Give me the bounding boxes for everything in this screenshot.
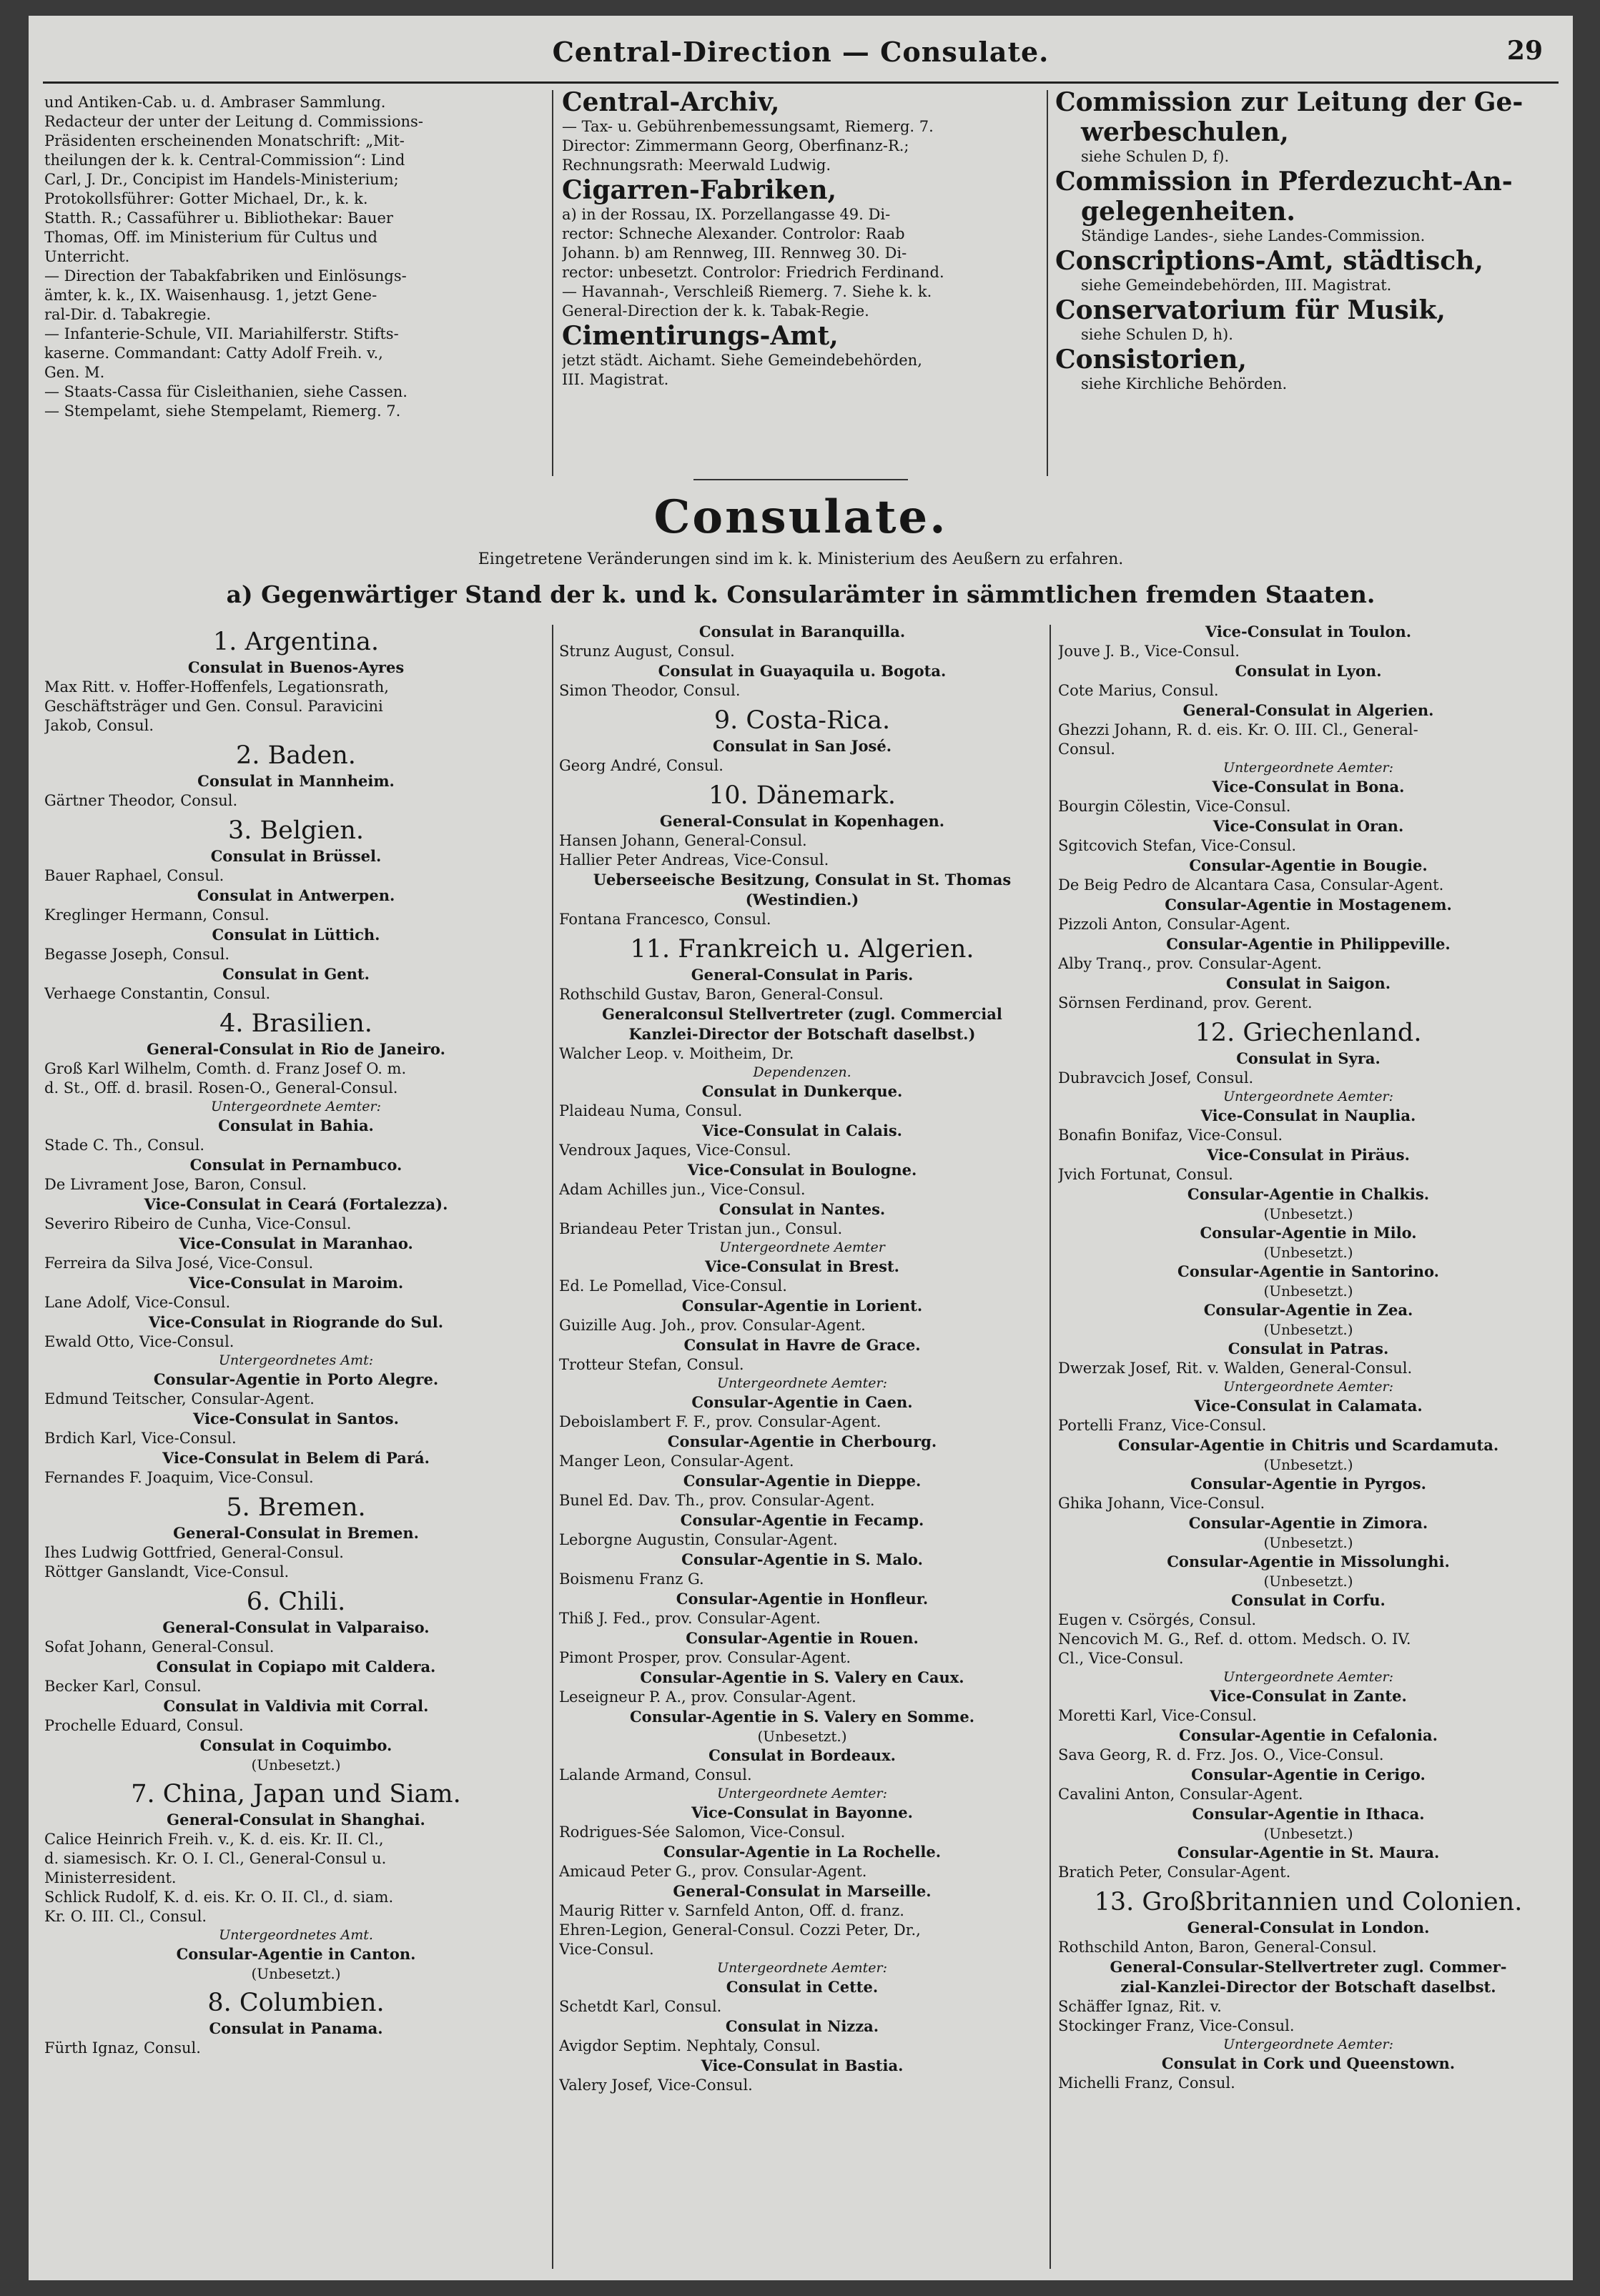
text-line: — Infanterie-Schule, VII. Mariahilferstr. Stifts- <box>44 325 399 342</box>
consulate-heading: Consulat in Antwerpen. <box>197 886 395 904</box>
vacancy-note: (Unbesetzt.) <box>1263 1825 1353 1842</box>
consulate-heading: Consulat in Gent. <box>222 965 370 983</box>
officer-entry: Deboislambert F. F., prov. Consular-Agent. <box>559 1413 882 1430</box>
consulate-heading: Vice-Consulat in Calamata. <box>1194 1397 1423 1415</box>
column-divider <box>552 90 553 476</box>
consulate-heading: Consulat in Cette. <box>726 1978 879 1996</box>
consulate-heading: Consular-Agentie in Dieppe. <box>683 1472 922 1490</box>
consulate-heading: Vice-Consulat in Maroim. <box>188 1274 404 1292</box>
officer-entry: Kr. O. III. Cl., Consul. <box>44 1908 207 1925</box>
officer-entry: Boismenu Franz G. <box>559 1570 704 1588</box>
officer-entry: Bonafin Bonifaz, Vice-Consul. <box>1058 1127 1283 1144</box>
consulate-heading: General-Consulat in Valparaiso. <box>162 1618 430 1636</box>
text-line: — Staats-Cassa für Cisleithanien, siehe Cassen. <box>44 383 408 400</box>
subordinate-offices-label: Dependenzen. <box>753 1064 851 1080</box>
conscriptions-text: siehe Gemeindebehörden, III. Magistrat. <box>1081 277 1392 294</box>
officer-entry: Ferreira da Silva José, Vice-Consul. <box>44 1255 314 1272</box>
officer-entry: Trotteur Stefan, Consul. <box>559 1356 744 1373</box>
consulate-heading: Consular-Agentie in Honfleur. <box>676 1590 929 1608</box>
officer-entry: Rothschild Gustav, Baron, General-Consul. <box>559 986 884 1003</box>
consulate-heading: Consular-Agentie in S. Valery en Caux. <box>640 1668 964 1686</box>
officer-entry: Fontana Francesco, Consul. <box>559 911 771 928</box>
officer-entry: Vice-Consul. <box>559 1941 654 1958</box>
officer-entry: Cl., Vice-Consul. <box>1058 1650 1184 1667</box>
consulate-heading: Consulat in Copiapo mit Caldera. <box>156 1658 436 1676</box>
consulate-heading: Vice-Consulat in Bayonne. <box>691 1803 913 1821</box>
officer-entry: Ghika Johann, Vice-Consul. <box>1058 1495 1265 1512</box>
consulate-heading: Vice-Consulat in Oran. <box>1213 817 1404 835</box>
consulate-heading: Consular-Agentie in Cherbourg. <box>667 1432 937 1450</box>
officer-entry: Ministerresident. <box>44 1869 177 1886</box>
officer-entry: Alby Tranq., prov. Consular-Agent. <box>1058 955 1322 972</box>
officer-entry: Verhaege Constantin, Consul. <box>44 985 271 1002</box>
vacancy-note: (Unbesetzt.) <box>1263 1573 1353 1590</box>
text-line: — Stempelamt, siehe Stempelamt, Riemerg. 7. <box>44 402 401 420</box>
consulate-heading: Consular-Agentie in Lorient. <box>681 1297 923 1315</box>
officer-entry: Briandeau Peter Tristan jun., Consul. <box>559 1220 843 1237</box>
consulate-subtitle: a) Gegenwärtiger Stand der k. und k. Consularämter in sämmtlichen fremden Staaten. <box>226 580 1376 608</box>
text-line: General-Direction der k. k. Tabak-Regie. <box>562 302 869 320</box>
country-heading: 2. Baden. <box>236 741 356 770</box>
consulate-heading: Consular-Agentie in Porto Alegre. <box>153 1370 439 1388</box>
consulate-heading: Consular-Agentie in Missolunghi. <box>1167 1553 1450 1570</box>
top-left-column <box>44 93 545 479</box>
consulate-heading: Consular-Agentie in Philippeville. <box>1166 935 1451 953</box>
header-rule <box>43 81 1559 84</box>
vacancy-note: (Unbesetzt.) <box>757 1728 847 1745</box>
consulates-column-3 <box>1058 622 1559 2273</box>
consulate-heading: Consulat in Nantes. <box>718 1200 886 1218</box>
consulate-heading: Vice-Consulat in Nauplia. <box>1200 1107 1416 1124</box>
text-line: Gen. M. <box>44 364 105 381</box>
cigarren-heading: Cigarren-Fabriken, <box>562 175 837 205</box>
officer-entry: Dwerzak Josef, Rit. v. Walden, General-Consul. <box>1058 1360 1413 1377</box>
cigarren-text <box>562 205 1042 321</box>
consulate-heading: Consular-Agentie in Pyrgos. <box>1190 1475 1426 1493</box>
consulate-heading: Consulat in Coquimbo. <box>199 1736 392 1754</box>
text-line: ämter, k. k., IX. Waisenhausg. 1, jetzt Gene- <box>44 287 377 304</box>
consulate-heading: Consulat in Valdivia mit Corral. <box>163 1697 429 1715</box>
country-heading: 7. China, Japan und Siam. <box>131 1780 461 1808</box>
country-heading: 10. Dänemark. <box>708 781 897 810</box>
officer-entry: Hansen Johann, General-Consul. <box>559 832 807 849</box>
country-heading: 3. Belgien. <box>227 816 365 845</box>
text-line: rector: Schneche Alexander. Controlor: Raab <box>562 225 905 242</box>
consulate-heading: Consular-Agentie in Cefalonia. <box>1179 1726 1438 1744</box>
consulate-heading: Consular-Agentie in Ithaca. <box>1192 1805 1425 1823</box>
consulates-column-1 <box>44 622 548 2273</box>
consulate-intro: Eingetretene Veränderungen sind im k. k. Ministerium des Aeußern zu erfahren. <box>478 550 1124 568</box>
officer-entry: Schetdt Karl, Consul. <box>559 1998 722 2015</box>
central-archiv-text <box>562 117 1042 175</box>
cimentirung-heading: Cimentirungs-Amt, <box>562 321 839 351</box>
officer-entry: Ehren-Legion, General-Consul. Cozzi Peter, Dr., <box>559 1921 921 1939</box>
consulate-heading: General-Consulat in Marseille. <box>673 1882 932 1900</box>
consulate-heading: Ueberseeische Besitzung, Consulat in St. Thomas <box>593 871 1012 889</box>
officer-entry: Sava Georg, R. d. Frz. Jos. O., Vice-Consul. <box>1058 1746 1384 1763</box>
consulate-heading: Vice-Consulat in Bastia. <box>701 2057 904 2074</box>
officer-entry: Becker Karl, Consul. <box>44 1678 202 1695</box>
subordinate-offices-label: Untergeordnete Aemter: <box>1223 1669 1394 1685</box>
officer-entry: Pimont Prosper, prov. Consular-Agent. <box>559 1649 851 1666</box>
vacancy-note: (Unbesetzt.) <box>1263 1321 1353 1338</box>
officer-entry: Jakob, Consul. <box>44 717 154 734</box>
officer-entry: Ed. Le Pomellad, Vice-Consul. <box>559 1277 787 1295</box>
text-line: Director: Zimmermann Georg, Oberfinanz-R.; <box>562 137 909 154</box>
consulate-heading: Consulat in Pernambuco. <box>189 1156 403 1174</box>
consulate-heading: General-Consular-Stellvertreter zugl. Commer- <box>1110 1958 1507 1976</box>
consulate-heading: Vice-Consulat in Calais. <box>701 1122 902 1139</box>
officer-entry: Strunz August, Consul. <box>559 643 735 660</box>
consulate-heading: Consulat in Cork und Queenstown. <box>1161 2054 1456 2072</box>
subordinate-offices-label: Untergeordnete Aemter: <box>210 1099 382 1114</box>
consulate-heading: General-Consulat in Algerien. <box>1182 701 1434 719</box>
consulate-heading: Vice-Consulat in Maranhao. <box>179 1234 413 1252</box>
consulate-heading: Consular-Agentie in S. Malo. <box>681 1550 923 1568</box>
subordinate-offices-label: Untergeordnete Aemter: <box>716 1960 888 1976</box>
consulate-heading: Consulat in Patras. <box>1228 1340 1389 1357</box>
officer-entry: Portelli Franz, Vice-Consul. <box>1058 1417 1267 1434</box>
officer-entry: De Livrament Jose, Baron, Consul. <box>44 1176 307 1193</box>
officer-entry: Kreglinger Hermann, Consul. <box>44 906 270 924</box>
officer-entry: Cote Marius, Consul. <box>1058 682 1219 699</box>
officer-entry: Schlick Rudolf, K. d. eis. Kr. O. II. Cl., d. siam. <box>44 1889 394 1906</box>
consulate-heading: General-Consulat in Shanghai. <box>167 1811 425 1829</box>
officer-entry: Ihes Ludwig Gottfried, General-Consul. <box>44 1544 344 1561</box>
officer-entry: De Beig Pedro de Alcantara Casa, Consular-Agent. <box>1058 876 1444 894</box>
column-divider <box>552 625 553 2269</box>
officer-entry: Edmund Teitscher, Consular-Agent. <box>44 1390 315 1407</box>
officer-entry: Plaideau Numa, Consul. <box>559 1102 743 1119</box>
text-line: — Tax- u. Gebührenbemessungsamt, Riemerg. 7. <box>562 118 934 135</box>
commission-gewerbe-text: siehe Schulen D, f). <box>1081 148 1230 165</box>
subordinate-offices-label: Untergeordnete Aemter: <box>716 1375 888 1391</box>
subordinate-offices-label: Untergeordnete Aemter: <box>1223 760 1394 776</box>
consulate-heading: (Westindien.) <box>745 891 859 909</box>
text-line: kaserne. Commandant: Catty Adolf Freih. v., <box>44 345 383 362</box>
consulate-heading: Consular-Agentie in St. Maura. <box>1177 1844 1440 1861</box>
officer-entry: Maurig Ritter v. Sarnfeld Anton, Off. d. franz. <box>559 1902 904 1919</box>
officer-entry: Stockinger Franz, Vice-Consul. <box>1058 2017 1295 2034</box>
country-heading: 4. Brasilien. <box>219 1009 372 1038</box>
officer-entry: Bunel Ed. Dav. Th., prov. Consular-Agent. <box>559 1492 875 1509</box>
subordinate-offices-label: Untergeordnete Aemter: <box>1223 1089 1394 1104</box>
text-line: Rechnungsrath: Meerwald Ludwig. <box>562 157 831 174</box>
consulate-heading: Consular-Agentie in Rouen. <box>686 1629 919 1647</box>
column-divider <box>1050 625 1051 2269</box>
officer-entry: Geschäftsträger und Gen. Consul. Paravicini <box>44 698 383 715</box>
consulate-heading: Vice-Consulat in Zante. <box>1210 1687 1407 1705</box>
officer-entry: Stade C. Th., Consul. <box>44 1137 205 1154</box>
officer-entry: Moretti Karl, Vice-Consul. <box>1058 1707 1257 1724</box>
officer-entry: Valery Josef, Vice-Consul. <box>559 2077 753 2094</box>
subordinate-offices-label: Untergeordnete Aemter: <box>1223 2037 1394 2052</box>
consulate-heading: Vice-Consulat in Bona. <box>1212 778 1405 796</box>
consulate-heading: Consular-Agentie in Zea. <box>1203 1301 1413 1319</box>
text-line: theilungen der k. k. Central-Commission“: Lind <box>44 152 405 169</box>
consulate-heading: Consulat in Nizza. <box>725 2017 879 2035</box>
officer-entry: Leborgne Augustin, Consular-Agent. <box>559 1531 838 1548</box>
subordinate-offices-label: Untergeordnetes Amt: <box>218 1352 374 1368</box>
text-line: Redacteur der unter der Leitung d. Commissions- <box>44 113 423 130</box>
consulate-heading: Consular-Agentie in S. Valery en Somme. <box>629 1708 975 1726</box>
consulate-heading: Vice-Consulat in Riogrande do Sul. <box>148 1313 444 1331</box>
officer-entry: Rothschild Anton, Baron, General-Consul. <box>1058 1939 1377 1956</box>
cimentirung-text <box>562 351 1042 390</box>
officer-entry: Dubravcich Josef, Consul. <box>1058 1069 1254 1087</box>
consulate-heading: Consulat in Dunkerque. <box>701 1082 903 1100</box>
commission-pferde-heading-cont: gelegenheiten. <box>1081 197 1295 227</box>
consulate-heading: General-Consulat in Kopenhagen. <box>659 812 945 830</box>
consulate-heading: Consular-Agentie in Chalkis. <box>1187 1185 1430 1203</box>
consulate-heading: Consulat in Bahia. <box>218 1117 374 1134</box>
consulate-heading: Consulat in Bordeaux. <box>708 1746 896 1764</box>
consulate-heading: Vice-Consulat in Santos. <box>193 1410 399 1427</box>
officer-entry: Ghezzi Johann, R. d. eis. Kr. O. III. Cl., General- <box>1058 721 1418 738</box>
consulate-heading: Consulat in Lüttich. <box>212 926 380 944</box>
consulate-heading: Consulat in Mannheim. <box>197 772 395 790</box>
officer-entry: Pizzoli Anton, Consular-Agent. <box>1058 916 1290 933</box>
consulate-heading: zial-Kanzlei-Director der Botschaft daselbst. <box>1120 1978 1496 1996</box>
country-heading: 5. Bremen. <box>226 1493 366 1522</box>
text-line: Unterricht. <box>44 248 130 265</box>
officer-entry: Fernandes F. Joaquim, Vice-Consul. <box>44 1469 314 1486</box>
country-heading: 8. Columbien. <box>207 1989 385 2017</box>
officer-entry: Sgitcovich Stefan, Vice-Consul. <box>1058 837 1297 854</box>
officer-entry: Fürth Ignaz, Consul. <box>44 2039 201 2057</box>
consulate-heading: General-Consulat in Paris. <box>691 966 914 984</box>
commission-pferde-text: Ständige Landes-, siehe Landes-Commission. <box>1081 227 1426 244</box>
officer-entry: Manger Leon, Consular-Agent. <box>559 1453 794 1470</box>
text-line: Johann. b) am Rennweg, III. Rennweg 30. Di- <box>562 244 907 262</box>
top-middle-column <box>562 87 1042 488</box>
subordinate-offices-label: Untergeordnete Aemter: <box>716 1786 888 1801</box>
consulate-heading: Generalconsul Stellvertreter (zugl. Commercial <box>602 1005 1002 1023</box>
country-heading: 9. Costa-Rica. <box>713 706 891 735</box>
vacancy-note: (Unbesetzt.) <box>1263 1282 1353 1300</box>
consulate-heading: Consular-Agentie in Bougie. <box>1189 856 1428 874</box>
text-line: Thomas, Off. im Ministerium für Cultus und <box>44 229 377 246</box>
conscriptions-heading: Conscriptions-Amt, städtisch, <box>1055 246 1483 276</box>
consulate-heading: Consular-Agentie in La Rochelle. <box>663 1843 942 1861</box>
text-line: — Direction der Tabakfabriken und Einlösungs- <box>44 267 407 284</box>
officer-entry: Groß Karl Wilhelm, Comth. d. Franz Josef O. m. <box>44 1060 407 1077</box>
officer-entry: Sofat Johann, General-Consul. <box>44 1638 275 1656</box>
officer-entry: Michelli Franz, Consul. <box>1058 2074 1235 2092</box>
officer-entry: Jouve J. B., Vice-Consul. <box>1058 643 1240 660</box>
text-line: Statth. R.; Cassaführer u. Bibliothekar: Bauer <box>44 209 393 227</box>
officer-entry: Röttger Ganslandt, Vice-Consul. <box>44 1563 290 1580</box>
vacancy-note: (Unbesetzt.) <box>1263 1534 1353 1551</box>
officer-entry: Lane Adolf, Vice-Consul. <box>44 1294 231 1311</box>
officer-entry: Avigdor Septim. Nephtaly, Consul. <box>559 2037 821 2054</box>
text-line: und Antiken-Cab. u. d. Ambraser Sammlung. <box>44 94 386 111</box>
country-heading: 6. Chili. <box>246 1588 346 1616</box>
consulate-heading: Vice-Consulat in Piräus. <box>1207 1146 1410 1164</box>
officer-entry: Leseigneur P. A., prov. Consular-Agent. <box>559 1688 856 1706</box>
consulate-heading: Vice-Consulat in Belem di Pará. <box>162 1449 430 1467</box>
consulate-heading: Vice-Consulat in Toulon. <box>1205 623 1412 640</box>
consulate-title: Consulate. <box>653 490 948 544</box>
officer-entry: Bauer Raphael, Consul. <box>44 867 224 884</box>
vacancy-note: (Unbesetzt.) <box>251 1756 341 1773</box>
officer-entry: Bratich Peter, Consular-Agent. <box>1058 1864 1291 1881</box>
officer-entry: Consul. <box>1058 741 1115 758</box>
officer-entry: Brdich Karl, Vice-Consul. <box>44 1430 237 1447</box>
consulate-heading: Consular-Agentie in Santorino. <box>1177 1262 1439 1280</box>
officer-entry: Nencovich M. G., Ref. d. ottom. Medsch. O. IV. <box>1058 1631 1411 1648</box>
officer-entry: Guizille Aug. Joh., prov. Consular-Agent. <box>559 1317 866 1334</box>
officer-entry: Gärtner Theodor, Consul. <box>44 792 238 809</box>
consistorien-text: siehe Kirchliche Behörden. <box>1081 375 1288 392</box>
document-page <box>29 16 1573 2280</box>
vacancy-note: (Unbesetzt.) <box>1263 1205 1353 1222</box>
central-archiv-heading: Central-Archiv, <box>562 87 780 117</box>
subordinate-offices-label: Untergeordnete Aemter <box>719 1239 885 1255</box>
officer-entry: d. St., Off. d. brasil. Rosen-O., General-Consul. <box>44 1079 398 1097</box>
officer-entry: Calice Heinrich Freih. v., K. d. eis. Kr. II. Cl., <box>44 1831 384 1848</box>
consulate-heading: Consular-Agentie in Chitris und Scardamuta. <box>1117 1436 1499 1454</box>
consulate-heading: General-Consulat in Rio de Janeiro. <box>147 1040 445 1058</box>
consulate-heading: Consulat in Baranquilla. <box>698 623 906 640</box>
consulate-heading: Consulat in Panama. <box>209 2019 383 2037</box>
consulate-heading: Consular-Agentie in Cerigo. <box>1191 1766 1426 1783</box>
officer-entry: Hallier Peter Andreas, Vice-Consul. <box>559 851 829 869</box>
consulate-heading: Consulat in Buenos-Ayres <box>187 658 405 676</box>
text-line: rector: unbesetzt. Controlor: Friedrich Ferdinand. <box>562 264 944 281</box>
subordinate-offices-label: Untergeordnetes Amt. <box>219 1927 373 1943</box>
consistorien-heading: Consistorien, <box>1055 345 1247 375</box>
consulates-column-2 <box>559 622 1045 2273</box>
officer-entry: Schäffer Ignaz, Rit. v. <box>1058 1998 1222 2015</box>
consulate-heading: General-Consulat in London. <box>1187 1919 1430 1936</box>
conservatorium-heading: Conservatorium für Musik, <box>1055 295 1446 325</box>
text-line: — Havannah-, Verschleiß Riemerg. 7. Siehe k. k. <box>562 283 932 300</box>
officer-entry: Bourgin Cölestin, Vice-Consul. <box>1058 798 1291 815</box>
country-heading: 11. Frankreich u. Algerien. <box>630 935 974 964</box>
consulate-heading: Consulat in Corfu. <box>1231 1591 1386 1609</box>
consulate-heading: Consulat in Brüssel. <box>210 847 382 865</box>
consulate-heading: Consulat in Havre de Grace. <box>683 1336 921 1354</box>
consulate-heading: Consulat in Saigon. <box>1225 974 1391 992</box>
consulate-heading: Kanzlei-Director der Botschaft daselbst.) <box>628 1025 976 1043</box>
consulate-heading: Consulat in Lyon. <box>1235 662 1382 680</box>
country-heading: 12. Griechenland. <box>1195 1019 1422 1047</box>
officer-entry: Ewald Otto, Vice-Consul. <box>44 1333 234 1350</box>
vacancy-note: (Unbesetzt.) <box>1263 1244 1353 1261</box>
country-heading: 13. Großbritannien und Colonien. <box>1094 1888 1523 1916</box>
consulate-heading: Consular-Agentie in Caen. <box>691 1393 913 1411</box>
officer-entry: Jvich Fortunat, Consul. <box>1058 1166 1233 1183</box>
consulate-heading: Consular-Agentie in Fecamp. <box>680 1511 924 1529</box>
text-line: jetzt städt. Aichamt. Siehe Gemeindebehörden, <box>562 352 922 369</box>
page-number: 29 <box>1506 36 1543 66</box>
officer-entry: Eugen v. Csörgés, Consul. <box>1058 1611 1257 1628</box>
commission-gewerbe-heading: Commission zur Leitung der Ge- <box>1055 87 1524 117</box>
officer-entry: Sörnsen Ferdinand, prov. Gerent. <box>1058 994 1313 1011</box>
officer-entry: Amicaud Peter G., prov. Consular-Agent. <box>559 1863 867 1880</box>
consulate-heading: Consulat in San José. <box>712 737 892 755</box>
officer-entry: Walcher Leop. v. Moitheim, Dr. <box>559 1045 794 1062</box>
officer-entry: Thiß J. Fed., prov. Consular-Agent. <box>559 1610 821 1627</box>
consulate-heading: Vice-Consulat in Brest. <box>704 1257 899 1275</box>
consulate-heading: Consular-Agentie in Canton. <box>176 1945 416 1963</box>
consulate-heading: Consular-Agentie in Zimora. <box>1188 1514 1428 1532</box>
officer-entry: Max Ritt. v. Hoffer-Hoffenfels, Legationsrath, <box>44 678 389 696</box>
officer-entry: Severiro Ribeiro de Cunha, Vice-Consul. <box>44 1215 352 1232</box>
vacancy-note: (Unbesetzt.) <box>251 1965 341 1982</box>
consulate-heading: Consulat in Guayaquila u. Bogota. <box>658 662 947 680</box>
text-line: Carl, J. Dr., Concipist im Handels-Ministerium; <box>44 171 399 188</box>
text-line: Protokollsführer: Gotter Michael, Dr., k. k. <box>44 190 368 207</box>
text-line: a) in der Rossau, IX. Porzellangasse 49. Di- <box>562 206 891 223</box>
text-line: III. Magistrat. <box>562 371 669 388</box>
officer-entry: Cavalini Anton, Consular-Agent. <box>1058 1786 1303 1803</box>
officer-entry: Adam Achilles jun., Vice-Consul. <box>559 1181 806 1198</box>
text-line: Präsidenten erscheinenden Monatschrift: „Mit- <box>44 132 405 149</box>
officer-entry: Georg André, Consul. <box>559 757 724 774</box>
consulate-heading: General-Consulat in Bremen. <box>173 1524 419 1542</box>
subordinate-offices-label: Untergeordnete Aemter: <box>1223 1379 1394 1395</box>
consulate-heading: Consular-Agentie in Milo. <box>1200 1224 1417 1242</box>
consulate-heading: Consular-Agentie in Mostagenem. <box>1165 896 1452 914</box>
officer-entry: Rodrigues-Sée Salomon, Vice-Consul. <box>559 1824 846 1841</box>
officer-entry: Lalande Armand, Consul. <box>559 1766 752 1783</box>
officer-entry: Simon Theodor, Consul. <box>559 682 741 699</box>
page-header <box>29 36 1573 79</box>
conservatorium-text: siehe Schulen D, h). <box>1081 326 1233 343</box>
consulate-heading: Vice-Consulat in Ceará (Fortalezza). <box>144 1195 448 1213</box>
vacancy-note: (Unbesetzt.) <box>1263 1456 1353 1473</box>
commission-gewerbe-heading-cont: werbeschulen, <box>1081 117 1289 147</box>
commission-pferde-heading: Commission in Pferdezucht-An- <box>1055 167 1513 197</box>
consulate-heading: Consulat in Syra. <box>1236 1049 1381 1067</box>
section-rule <box>693 479 908 480</box>
country-heading: 1. Argentina. <box>213 628 379 656</box>
running-title: Central-Direction — Consulate. <box>552 36 1050 68</box>
officer-entry: Prochelle Eduard, Consul. <box>44 1717 244 1734</box>
column-divider <box>1047 90 1048 476</box>
top-right-column <box>1055 87 1556 488</box>
officer-entry: Vendroux Jaques, Vice-Consul. <box>559 1142 791 1159</box>
officer-entry: d. siamesisch. Kr. O. I. Cl., General-Consul u. <box>44 1850 387 1867</box>
officer-entry: Begasse Joseph, Consul. <box>44 946 229 963</box>
consulate-heading: Vice-Consulat in Boulogne. <box>687 1161 917 1179</box>
text-line: ral-Dir. d. Tabakregie. <box>44 306 212 323</box>
